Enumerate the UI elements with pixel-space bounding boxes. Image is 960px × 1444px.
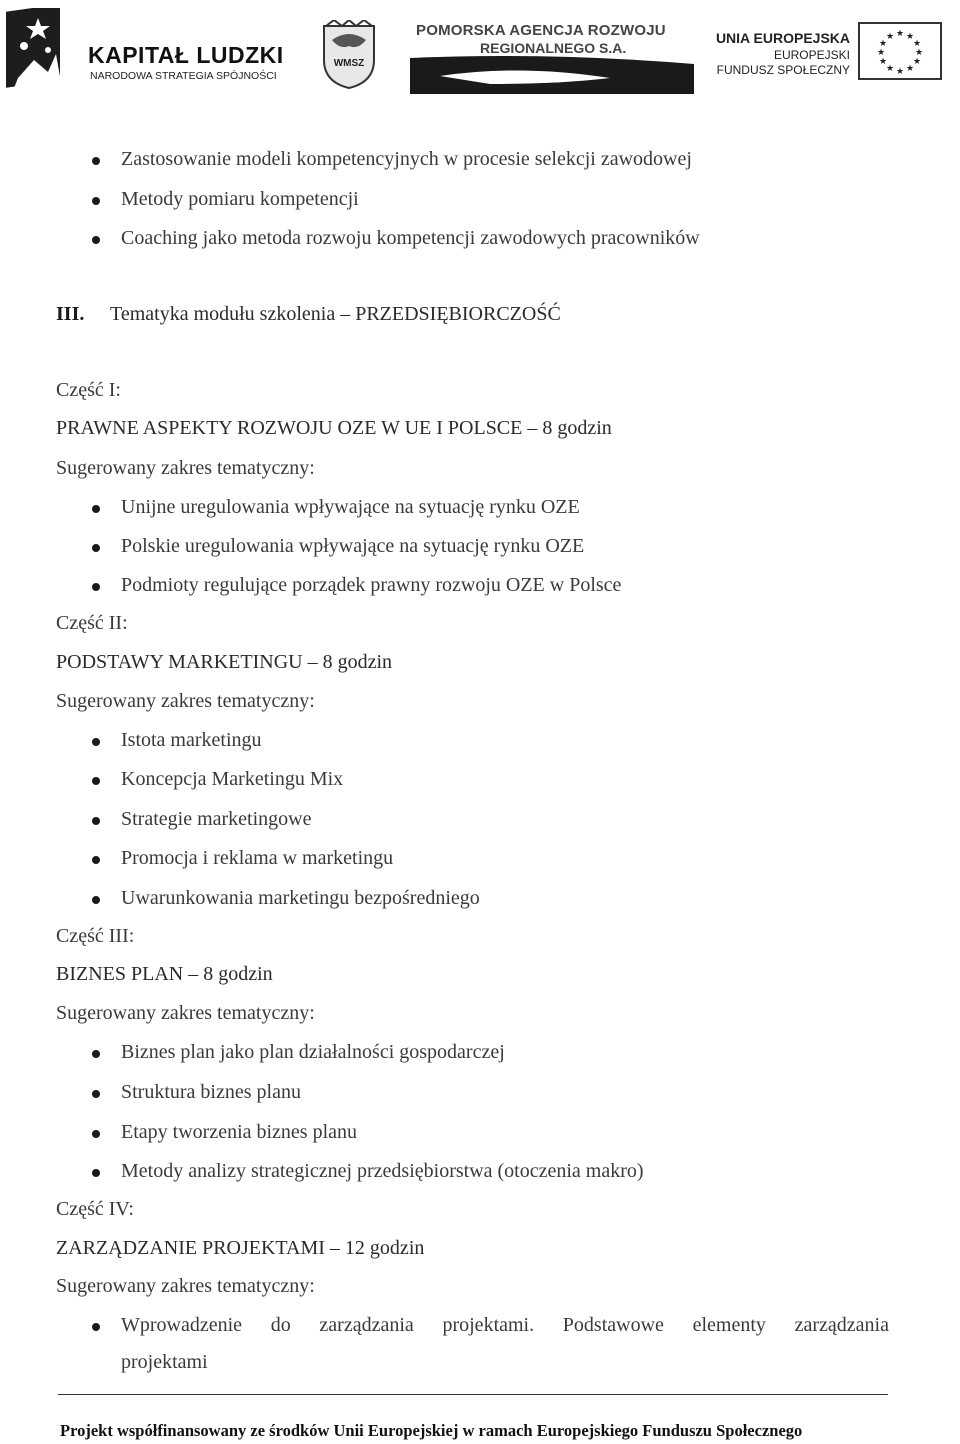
crest-icon [318, 20, 380, 90]
list-item: Zastosowanie modeli kompetencyjnych w procesie selekcji zawodowej [121, 148, 692, 170]
bullet-icon [92, 896, 100, 904]
bullet-icon [92, 1050, 100, 1058]
svg-text:★: ★ [878, 39, 888, 49]
eu-name: UNIA EUROPEJSKA [715, 30, 850, 46]
list-item-word: zarządzania [319, 1314, 414, 1336]
svg-text:★: ★ [912, 57, 922, 67]
bullet-icon [92, 1323, 100, 1331]
bullet-icon [92, 738, 100, 746]
list-item-word: Podstawowe [562, 1314, 664, 1336]
part-label: Część IV: [56, 1198, 134, 1220]
kapital-ludzki-title: KAPITAŁ LUDZKI [88, 42, 284, 68]
svg-text:★: ★ [905, 64, 915, 74]
agency-swoosh-icon [410, 54, 694, 94]
part-heading: PRAWNE ASPEKTY ROZWOJU OZE W UE I POLSCE – 8 godzin [56, 417, 612, 439]
svg-text:★: ★ [912, 39, 922, 49]
scope-label: Sugerowany zakres tematyczny: [56, 690, 315, 712]
list-item: Biznes plan jako plan działalności gospodarczej [121, 1041, 505, 1063]
kapital-ludzki-subtitle: NARODOWA STRATEGIA SPÓJNOŚCI [90, 70, 277, 82]
part-heading: PODSTAWY MARKETINGU – 8 godzin [56, 651, 393, 673]
eu-logo [715, 18, 942, 88]
svg-text:★: ★ [885, 64, 895, 74]
list-item-continuation: projektami [121, 1351, 208, 1373]
agency-name-line1: POMORSKA AGENCJA ROZWOJU [416, 22, 666, 39]
list-item: Struktura biznes planu [121, 1081, 301, 1103]
list-item-word: zarządzania [794, 1314, 889, 1336]
footer-divider [58, 1394, 888, 1395]
agency-logo [410, 14, 694, 92]
list-item [121, 1313, 889, 1337]
eu-fund-line2: FUNDUSZ SPOŁECZNY [716, 63, 850, 77]
eu-fund-line1: EUROPEJSKI [773, 48, 850, 62]
regional-crest-logo [318, 20, 380, 90]
list-item: Koncepcja Marketingu Mix [121, 768, 344, 790]
svg-text:★: ★ [878, 57, 888, 67]
part-heading: ZARZĄDZANIE PROJEKTAMI – 12 godzin [56, 1237, 425, 1259]
crest-label: WMSZ [333, 58, 365, 69]
bullet-icon [92, 1130, 100, 1138]
part-label: Część I: [56, 379, 121, 401]
page-header [0, 0, 960, 100]
list-item: Uwarunkowania marketingu bezpośredniego [121, 887, 480, 909]
agency-name-line2: REGIONALNEGO S.A. [480, 40, 627, 56]
bullet-icon [92, 856, 100, 864]
list-item-word: do [270, 1314, 291, 1336]
scope-label: Sugerowany zakres tematyczny: [56, 457, 315, 479]
bullet-icon [92, 197, 100, 205]
list-item: Unijne uregulowania wpływające na sytuację rynku OZE [121, 496, 580, 518]
svg-text:★: ★ [895, 29, 905, 39]
svg-text:★: ★ [876, 48, 886, 58]
part-label: Część III: [56, 925, 135, 947]
list-item: Istota marketingu [121, 729, 262, 751]
list-item: Promocja i reklama w marketingu [121, 847, 394, 869]
bullet-icon [92, 157, 100, 165]
bullet-icon [92, 583, 100, 591]
list-item: Metody pomiaru kompetencji [121, 188, 359, 210]
svg-text:★: ★ [914, 48, 924, 58]
bullet-icon [92, 236, 100, 244]
section-number: III. [56, 303, 85, 325]
section-title: Tematyka modułu szkolenia – PRZEDSIĘBIORCZOŚĆ [110, 303, 561, 325]
part-heading: BIZNES PLAN – 8 godzin [56, 963, 273, 985]
bullet-icon [92, 544, 100, 552]
bullet-icon [92, 817, 100, 825]
list-item: Polskie uregulowania wpływające na sytuację rynku OZE [121, 535, 585, 557]
list-item: Podmioty regulujące porządek prawny rozwoju OZE w Polsce [121, 574, 622, 596]
list-item-word: Wprowadzenie [121, 1314, 243, 1336]
kapital-ludzki-emblem-icon [4, 8, 84, 94]
svg-text:★: ★ [895, 67, 905, 77]
list-item-word: elementy [692, 1314, 766, 1336]
bullet-icon [92, 505, 100, 513]
bullet-icon [92, 1169, 100, 1177]
list-item: Metody analizy strategicznej przedsiębiorstwa (otoczenia makro) [121, 1160, 644, 1182]
kapital-ludzki-logo [4, 8, 284, 94]
svg-text:★: ★ [885, 32, 895, 42]
eu-flag-icon [858, 22, 942, 80]
part-label: Część II: [56, 612, 128, 634]
footer-note: Projekt współfinansowany ze środków Unii Europejskiej w ramach Europejskiego Funduszu Społecznego [60, 1421, 803, 1440]
bullet-icon [92, 777, 100, 785]
scope-label: Sugerowany zakres tematyczny: [56, 1275, 315, 1297]
svg-text:★: ★ [905, 32, 915, 42]
list-item: Coaching jako metoda rozwoju kompetencji zawodowych pracowników [121, 227, 700, 249]
bullet-icon [92, 1090, 100, 1098]
list-item: Strategie marketingowe [121, 808, 312, 830]
list-item: Etapy tworzenia biznes planu [121, 1121, 358, 1143]
list-item-word: projektami. [442, 1314, 535, 1336]
scope-label: Sugerowany zakres tematyczny: [56, 1002, 315, 1024]
